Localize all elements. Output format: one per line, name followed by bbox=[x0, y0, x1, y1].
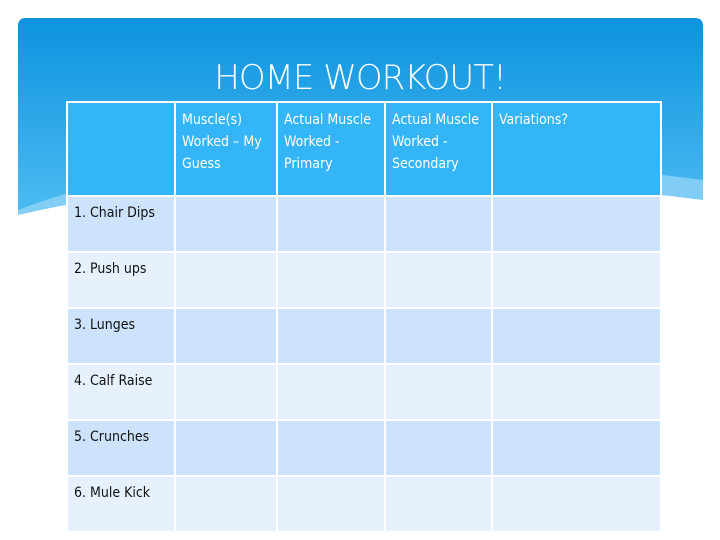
exercise-name: 4. Calf Raise bbox=[67, 364, 175, 420]
cell[interactable] bbox=[492, 308, 661, 364]
cell[interactable] bbox=[385, 476, 492, 532]
header-secondary: Actual Muscle Worked - Secondary bbox=[385, 102, 492, 196]
table-row bbox=[67, 364, 661, 420]
cell[interactable] bbox=[175, 308, 277, 364]
cell[interactable] bbox=[175, 364, 277, 420]
exercise-name: 1. Chair Dips bbox=[67, 196, 175, 252]
cell[interactable] bbox=[175, 196, 277, 252]
cell[interactable] bbox=[492, 364, 661, 420]
cell[interactable] bbox=[277, 308, 385, 364]
cell[interactable] bbox=[277, 252, 385, 308]
cell[interactable] bbox=[492, 196, 661, 252]
header-primary: Actual Muscle Worked - Primary bbox=[277, 102, 385, 196]
header-my-guess: Muscle(s) Worked – My Guess bbox=[175, 102, 277, 196]
exercise-name: 5. Crunches bbox=[67, 420, 175, 476]
table-row bbox=[67, 196, 661, 252]
cell[interactable] bbox=[175, 252, 277, 308]
cell[interactable] bbox=[385, 364, 492, 420]
header-variations: Variations? bbox=[492, 102, 661, 196]
exercise-name: 3. Lunges bbox=[67, 308, 175, 364]
cell[interactable] bbox=[277, 196, 385, 252]
cell[interactable] bbox=[385, 252, 492, 308]
cell[interactable] bbox=[277, 420, 385, 476]
cell[interactable] bbox=[492, 476, 661, 532]
exercise-name: 2. Push ups bbox=[67, 252, 175, 308]
header-cell-blank bbox=[67, 102, 175, 196]
cell[interactable] bbox=[175, 420, 277, 476]
table-row bbox=[67, 252, 661, 308]
cell[interactable] bbox=[492, 420, 661, 476]
cell[interactable] bbox=[277, 364, 385, 420]
cell[interactable] bbox=[385, 196, 492, 252]
cell[interactable] bbox=[385, 308, 492, 364]
table-row bbox=[67, 308, 661, 364]
table-row bbox=[67, 476, 661, 532]
cell[interactable] bbox=[492, 252, 661, 308]
slide-title: HOME WORKOUT! bbox=[214, 58, 506, 98]
table-header-row bbox=[67, 102, 661, 196]
exercise-name: 6. Mule Kick bbox=[67, 476, 175, 532]
table-row bbox=[67, 420, 661, 476]
workout-table bbox=[66, 101, 662, 533]
cell[interactable] bbox=[277, 476, 385, 532]
cell[interactable] bbox=[175, 476, 277, 532]
cell[interactable] bbox=[385, 420, 492, 476]
